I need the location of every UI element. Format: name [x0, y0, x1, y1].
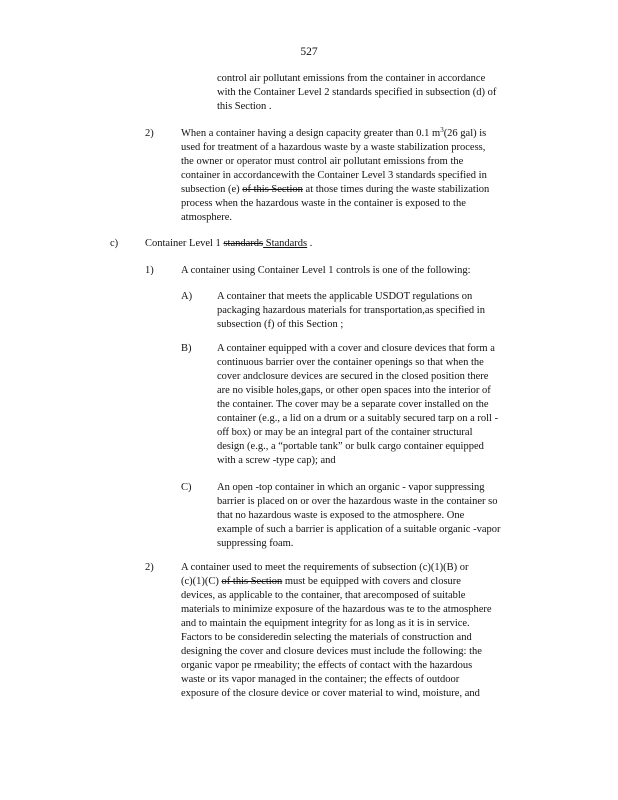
text-line: this Section .	[217, 101, 272, 112]
paragraph-2	[181, 127, 531, 225]
item-label-c2: 2)	[145, 562, 154, 573]
text-line: continuous barrier over the container openings so that when the	[217, 357, 484, 368]
text-line: with a screw -type cap); and	[217, 455, 336, 466]
paragraph-C	[217, 481, 539, 551]
text-line: A container that meets the applicable USDOT regulations on	[217, 291, 473, 302]
text-line: organic vapor pe rmeability; the effects of contact with the hazardous	[181, 660, 473, 671]
text-line: designing the cover and closure devices must include the following: the	[181, 646, 482, 657]
text-line: process when the hazardous waste in the container is exposed to the	[181, 198, 466, 209]
text-line: An open -top container in which an organic - vapor suppressing	[217, 482, 485, 493]
text-line: subsection (e) of this Section at those times during the waste stabilization	[181, 184, 490, 195]
text-line: waste or its vapor managed in the container; the effects of outdoor	[181, 674, 460, 685]
page-number: 527	[300, 46, 318, 58]
text-line: the container. The cover may be a separate cover installed on the	[217, 399, 489, 410]
paragraph-c1: A container using Container Level 1 controls is one of the following:	[181, 265, 471, 276]
text-line: packaging hazardous materials for transportation,as specified in	[217, 305, 485, 316]
text-line: A container used to meet the requirements of subsection (c)(1)(B) or	[181, 562, 469, 573]
text-line: are no visible holes,gaps, or other open spaces into the interior of	[217, 385, 491, 396]
paragraph-B	[217, 342, 537, 468]
text-line: with the Container Level 2 standards specified in subsection (d) of	[217, 87, 497, 98]
struck-text: of this Section	[242, 184, 303, 195]
text-line: materials to minimize exposure of the hazardous was te to the atmosphere	[181, 604, 492, 615]
continued-paragraph	[217, 72, 535, 114]
text-line: design (e.g., a “portable tank” or bulk cargo container equipped	[217, 441, 484, 452]
text-line: example of such a barrier is application of a suitable organic -vapor	[217, 524, 501, 535]
item-label-C: C)	[181, 482, 192, 493]
text-line: and to maintain the equipment integrity for as long as it is in service.	[181, 618, 470, 629]
text-line: that no hazardous waste is exposed to the atmosphere. One	[217, 510, 465, 521]
text-line: Factors to be consideredin selecting the materials of construction and	[181, 632, 472, 643]
section-label-c: c)	[110, 238, 119, 249]
text-line: used for treatment of a hazardous waste by a waste stabilization process,	[181, 142, 486, 153]
text-line: atmosphere.	[181, 212, 233, 223]
item-label-B: B)	[181, 343, 192, 354]
text-line: container in accordancewith the Container Level 3 standards specified in	[181, 170, 487, 181]
text-line: barrier is placed on or over the hazardous waste in the container so	[217, 496, 498, 507]
paragraph-A	[217, 290, 525, 332]
text-line: suppressing foam.	[217, 538, 294, 549]
struck-text: of this Section	[221, 576, 283, 587]
text-line: cover andclosure devices are secured in the closed position there	[217, 371, 489, 382]
text-line: control air pollutant emissions from the container in accordance	[217, 73, 486, 84]
text-line: exposure of the closure device or cover material to wind, moisture, and	[181, 688, 480, 699]
paragraph-c2	[181, 561, 529, 701]
text-line: When a container having a design capacity greater than 0.1 $m^3(26$ gal) is	[181, 126, 487, 139]
text-line: subsection (f) of this Section ;	[217, 319, 344, 330]
item-label-A: A)	[181, 291, 193, 302]
item-label-c1: 1)	[145, 265, 154, 276]
inserted-text: Standards	[263, 238, 308, 249]
text-line: container (e.g., a lid on a drum or a suitably secured tarp on a roll -	[217, 413, 499, 424]
item-label-2: 2)	[145, 128, 154, 139]
text-line: the owner or operator must control air pollutant emissions from the	[181, 156, 464, 167]
text-line: (c)(1)(C) of this Section must be equipped with covers and closure	[181, 576, 461, 587]
text-line: devices, as applicable to the container, that arecomposed of suitable	[181, 590, 466, 601]
text-line: off box) or may be an integral part of the container structural	[217, 427, 473, 438]
text-line: A container equipped with a cover and closure devices that form a	[217, 343, 495, 354]
struck-text: standards	[223, 238, 264, 249]
section-heading-c: Container Level 1 standards Standards .	[145, 238, 313, 249]
